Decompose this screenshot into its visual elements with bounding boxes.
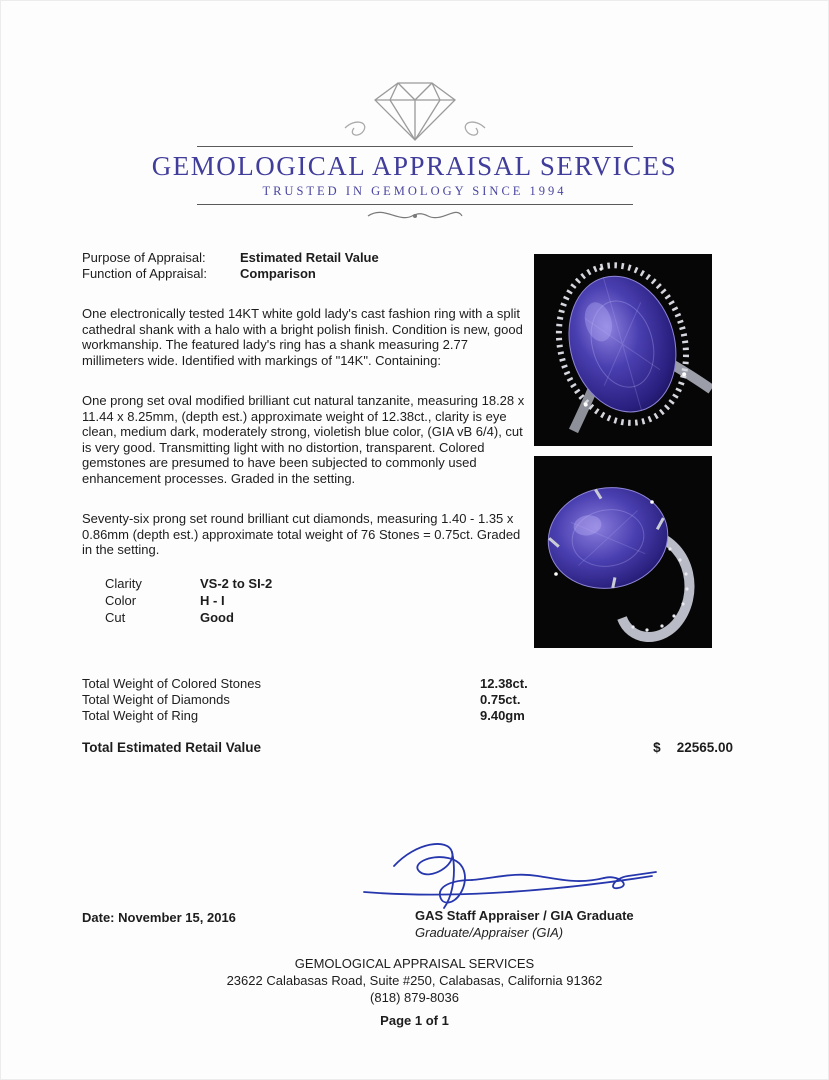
appraisal-date: Date: November 15, 2016 [82, 910, 236, 925]
grading-row-clarity [105, 575, 532, 592]
retail-currency-symbol: $ [653, 740, 661, 755]
diamond-grading-table [82, 575, 532, 626]
total-diamonds-row [82, 692, 642, 708]
clarity-value: VS-2 to SI-2 [200, 575, 273, 591]
footer-address: 23622 Calabasas Road, Suite #250, Calabasas, California 91362 [226, 973, 603, 988]
brand-tagline: TRUSTED IN GEMOLOGY SINCE 1994 [262, 184, 567, 198]
total-ring-weight-row [82, 708, 642, 724]
grading-row-color [105, 592, 532, 609]
totals-section [82, 676, 642, 724]
function-label: Function of Appraisal: [82, 265, 208, 281]
grading-row-cut [105, 609, 532, 626]
total-diamonds-value: 0.75ct. [480, 692, 521, 707]
description-paragraph-ring: One electronically tested 14KT white gold lady's cast fashion ring with a split cathedral shank with a halo with a bright polish finish. Condition is new, good workmanship. The featured lady's ring has a shank measuring 2.77 millimeters wide. Identified with markings of "14K". Containing: [82, 306, 523, 368]
total-colored-stones-label: Total Weight of Colored Stones [82, 676, 261, 691]
retail-value-label: Total Estimated Retail Value [82, 740, 262, 755]
appraisal-body [82, 250, 532, 626]
retail-amount: 22565.00 [676, 740, 733, 755]
function-value: Comparison [240, 265, 316, 281]
appraiser-subtitle: Graduate/Appraiser (GIA) [415, 925, 564, 940]
flourish-ornament-icon [0, 207, 829, 230]
total-diamonds-label: Total Weight of Diamonds [82, 692, 230, 707]
certificate-header [0, 78, 829, 230]
cut-label: Cut [105, 609, 126, 625]
color-value: H - I [200, 592, 225, 608]
appraiser-signature [356, 836, 668, 912]
total-ring-weight-value: 9.40gm [480, 708, 525, 723]
estimated-retail-value-row [82, 740, 733, 755]
ring-photo-face-view [534, 254, 712, 446]
total-colored-stones-row [82, 676, 642, 692]
diamond-logo-icon [0, 78, 829, 146]
appraiser-block [415, 908, 634, 940]
ring-photo-side-view [534, 456, 712, 648]
description-paragraph-tanzanite: One prong set oval modified brilliant cut natural tanzanite, measuring 18.28 x 11.44 x 8.25mm, (depth est.) approximate weight of 12.38ct., clarity is eye clean, medium dark, moderately strong, violetish blue color, (GIA vB 6/4), cut is very good. Transmitting light with no distortion, transparent. Colored gemstones are presumed to have been subjected to commonly used enhancement processes. Graded in the setting. [82, 393, 525, 486]
cut-value: Good [200, 609, 234, 625]
header-top-rule [197, 146, 633, 147]
purpose-row [82, 250, 532, 266]
footer-phone: (818) 879-8036 [370, 990, 459, 1005]
appraiser-title: GAS Staff Appraiser / GIA Graduate [415, 908, 634, 923]
total-ring-weight-label: Total Weight of Ring [82, 708, 199, 723]
footer-page-number: Page 1 of 1 [380, 1013, 449, 1028]
header-bottom-rule [197, 204, 633, 205]
certificate-footer [0, 955, 829, 1029]
description-paragraph-diamonds: Seventy-six prong set round brilliant cut diamonds, measuring 1.40 - 1.35 x 0.86mm (depth est.) approximate total weight of 76 Stones = 0.75ct. Graded in the setting. [82, 511, 521, 557]
purpose-label: Purpose of Appraisal: [82, 250, 206, 265]
color-label: Color [105, 592, 137, 608]
brand-title: GEMOLOGICAL APPRAISAL SERVICES [151, 151, 678, 181]
footer-company: GEMOLOGICAL APPRAISAL SERVICES [294, 956, 535, 971]
clarity-label: Clarity [105, 575, 142, 591]
function-row [82, 266, 532, 282]
purpose-value: Estimated Retail Value [240, 250, 379, 265]
total-colored-stones-value: 12.38ct. [480, 676, 528, 691]
